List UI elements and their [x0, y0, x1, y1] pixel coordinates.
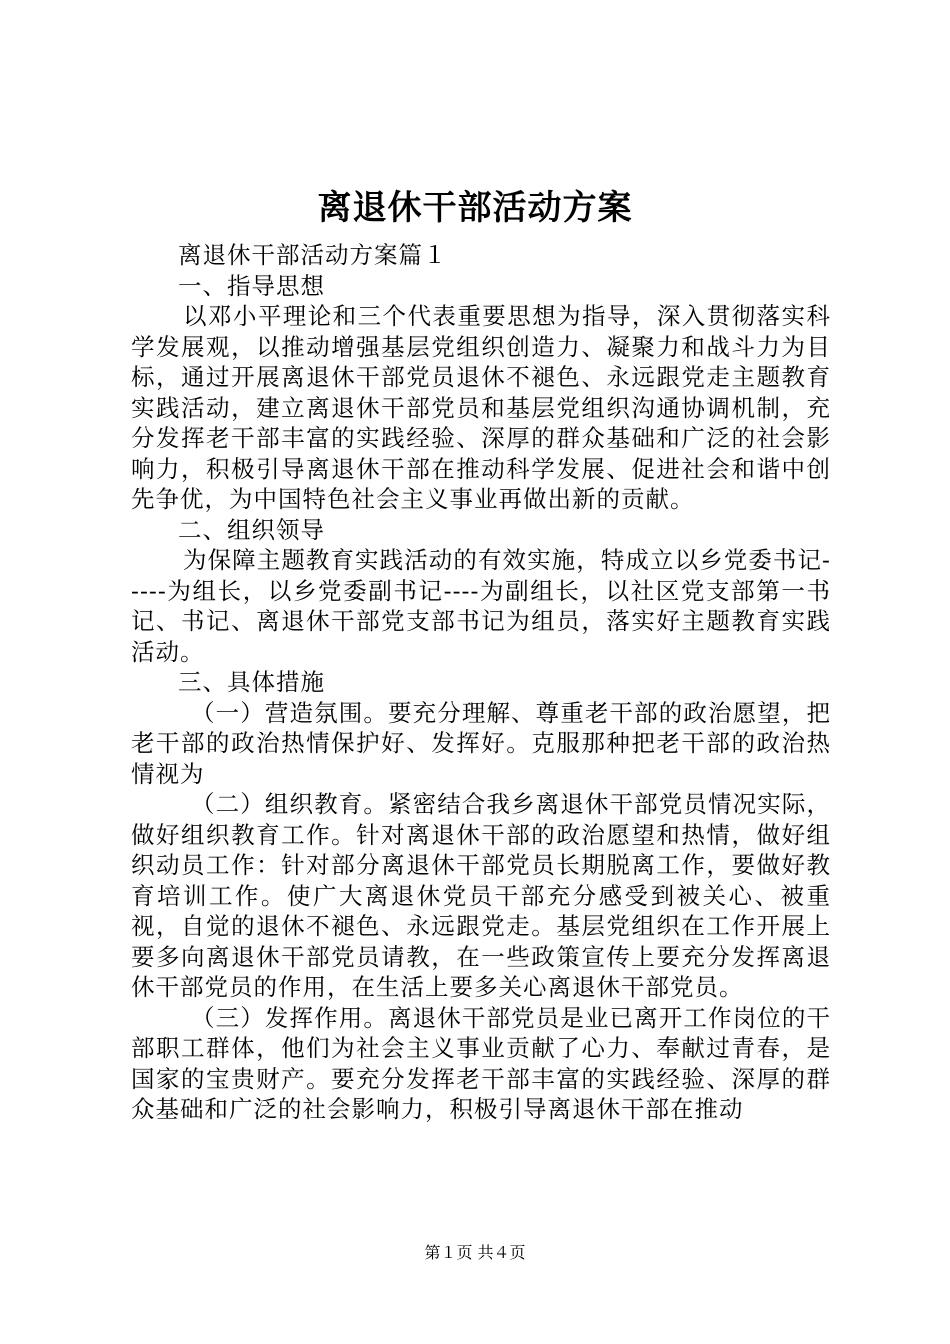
section-heading-2: 二、组织领导: [178, 515, 325, 544]
document-subtitle: 离退休干部活动方案篇１: [178, 241, 448, 269]
paragraph-measure-3: （三）发挥作用。离退休干部党员是业已离开工作岗位的干部职工群体，他们为社会主义事业贡献了心力、奉献过青春，是国家的宝贵财产。要充分发挥老干部丰富的实践经验、深厚的群众基础和广泛的社会影响力，积极引导离退休干部在推动: [131, 1003, 831, 1123]
page-number: 第１页 共４页: [424, 1243, 526, 1262]
document-body: [131, 240, 831, 1125]
section-heading-3: 三、具体措施: [178, 668, 325, 696]
document-title: 离退休干部活动方案: [317, 188, 633, 228]
paragraph-organization: 为保障主题教育实践活动的有效实施，特成立以乡党委书记-----为组长，以乡党委副书记----为副组长，以社区党支部第一书记、书记、离退休干部党支部书记为组员，落实好主题教育实践活动。: [131, 546, 831, 666]
paragraph-measure-2: （二）组织教育。紧密结合我乡离退休干部党员情况实际，做好组织教育工作。针对离退休干部的政治愿望和热情，做好组织动员工作：针对部分离退休干部党员长期脱离工作，要做好教育培训工作。使广大离退休党员干部充分感受到被关心、被重视，自觉的退休不褪色、永远跟党走。基层党组织在工作开展上要多向离退休干部党员请教，在一些政策宣传上要充分发挥离退休干部党员的作用，在生活上要多关心离退休干部党员。: [131, 790, 831, 1001]
section-heading-1: 一、指导思想: [178, 271, 325, 300]
paragraph-measure-1: （一）营造氛围。要充分理解、尊重老干部的政治愿望，把老干部的政治热情保护好、发挥好。克服那种把老干部的政治热情视为: [131, 698, 831, 788]
paragraph-guiding-thought: 以邓小平理论和三个代表重要思想为指导，深入贯彻落实科学发展观，以推动增强基层党组织创造力、凝聚力和战斗力为目标，通过开展离退休干部党员退休不褪色、永远跟党走主题教育实践活动，建立离退休干部党员和基层党组织沟通协调机制，充分发挥老干部丰富的实践经验、深厚的群众基础和广泛的社会影响力，积极引导离退休干部在推动科学发展、促进社会和谐中创先争优，为中国特色社会主义事业再做出新的贡献。: [131, 302, 831, 513]
